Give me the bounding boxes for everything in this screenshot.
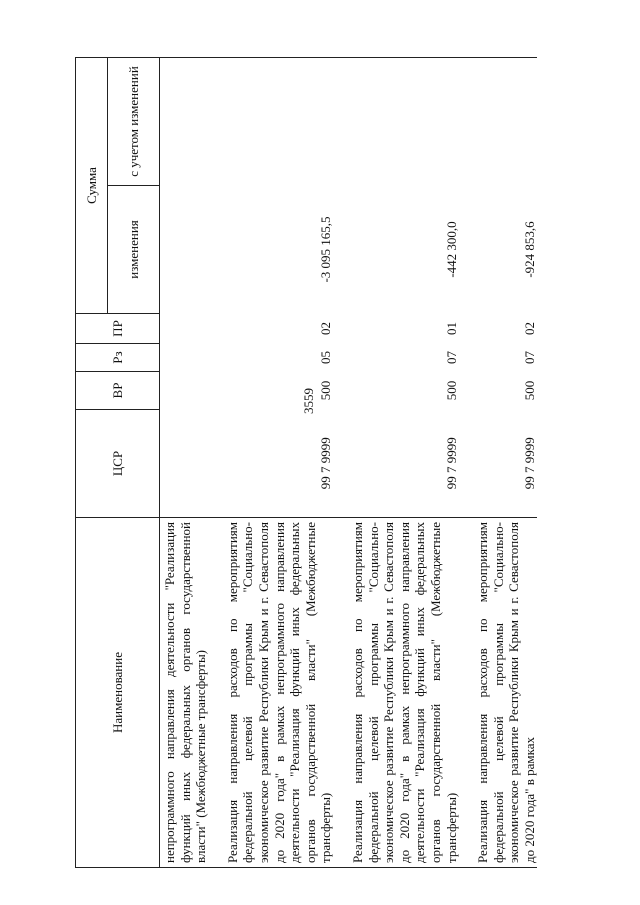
row-total <box>160 58 225 186</box>
header-pr: ПР <box>76 314 160 344</box>
row-rz <box>160 344 225 372</box>
row-total <box>225 58 350 186</box>
row-change <box>160 186 225 314</box>
header-rz: Рз <box>76 344 160 372</box>
row-pr: 02 <box>318 322 334 335</box>
header-with-changes: с учетом изменений <box>108 58 160 186</box>
table-row <box>160 58 225 868</box>
row-rz: 05 <box>318 351 334 364</box>
table-row <box>225 58 350 868</box>
header-change: изменения <box>108 186 160 314</box>
row-description: непрограммного направления деятельности "Реализация функций иных федеральных органов государственной власти" (Межбюджетные трансферты) <box>160 518 225 868</box>
row-pr: 01 <box>443 322 459 335</box>
header-csr: ЦСР <box>76 410 160 518</box>
header-vr: ВР <box>76 372 160 410</box>
rotated-page <box>75 58 535 868</box>
row-csr: 99 7 9999 <box>521 437 537 490</box>
table-row <box>350 58 475 868</box>
row-change: -3 095 165,5 <box>318 216 334 283</box>
header-sum: Сумма <box>76 58 108 314</box>
header-name: Наименование <box>76 518 160 868</box>
row-description: Реализация направления расходов по мероприятиям федеральной целевой программы "Социально-экономическое развитие Республики Крым и г. Севастополя до 2020 года" в рамках <box>475 518 537 868</box>
row-vr <box>160 372 225 410</box>
row-csr: 99 7 9999 <box>318 437 334 490</box>
row-rz: 07 <box>521 351 537 364</box>
budget-table <box>75 57 537 868</box>
row-description: Реализация направления расходов по мероприятиям федеральной целевой программы "Социально-экономическое развитие Республики Крым и г. Севастополя до 2020 года" в рамках непрограммного направления деятельности "Реализация функций иных федеральных органов государственной власти" (Межбюджетные трансферты) <box>225 518 350 868</box>
row-vr: 500 <box>521 380 537 401</box>
row-change: -924 853,6 <box>521 221 537 278</box>
row-csr <box>160 410 225 518</box>
row-pr <box>160 314 225 344</box>
row-vr: 500 <box>443 380 459 401</box>
row-rz: 07 <box>443 351 459 364</box>
row-total <box>350 58 475 186</box>
row-csr: 99 7 9999 <box>443 437 459 490</box>
row-total <box>475 58 537 186</box>
table-row <box>475 58 537 868</box>
page-number: 3559 <box>301 388 316 414</box>
row-description: Реализация направления расходов по мероприятиям федеральной целевой программы "Социально-экономическое развитие Республики Крым и г. Севастополя до 2020 года" в рамках непрограммного направления деятельности "Реализация функций иных федеральных органов государственной власти" (Межбюджетные трансферты) <box>350 518 475 868</box>
row-vr: 500 <box>318 380 334 401</box>
row-pr: 02 <box>521 322 537 335</box>
row-change: -442 300,0 <box>443 221 459 278</box>
